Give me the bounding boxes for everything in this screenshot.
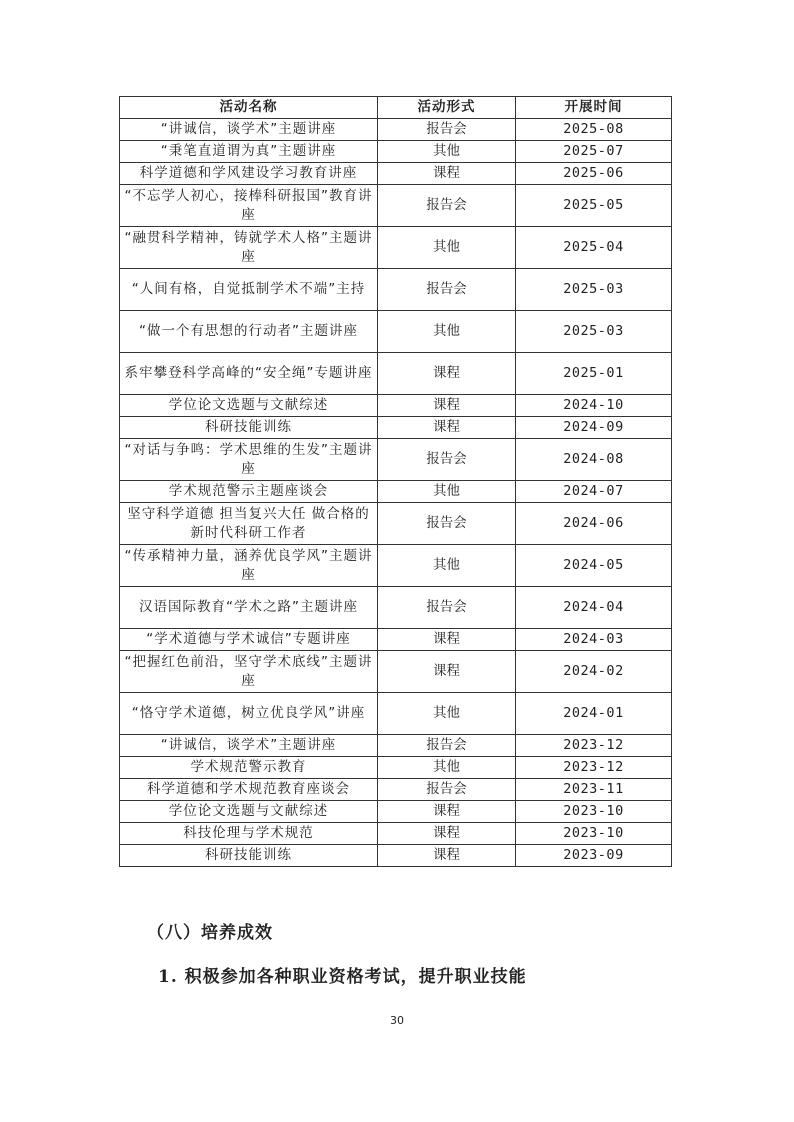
- activity-form-cell: 课程: [378, 651, 516, 693]
- activity-form-cell: 其他: [378, 311, 516, 353]
- table-row: [120, 587, 672, 629]
- table-header-row: [120, 97, 672, 119]
- activity-time-cell: 2024-06: [516, 503, 672, 545]
- activity-time-cell: 2025-06: [516, 163, 672, 185]
- activity-table: [119, 96, 672, 867]
- activity-form-cell: 课程: [378, 845, 516, 867]
- activity-name-cell: 学术规范警示教育: [120, 757, 378, 779]
- activity-time-cell: 2024-10: [516, 395, 672, 417]
- activity-name-cell: “做一个有思想的行动者”主题讲座: [120, 311, 378, 353]
- activity-name-cell: 科技伦理与学术规范: [120, 823, 378, 845]
- activity-time-cell: 2024-08: [516, 439, 672, 481]
- table-row: [120, 735, 672, 757]
- table-row: [120, 801, 672, 823]
- activity-name-cell: 学术规范警示主题座谈会: [120, 481, 378, 503]
- activity-form-cell: 报告会: [378, 185, 516, 227]
- activity-time-cell: 2025-08: [516, 119, 672, 141]
- activity-time-cell: 2025-07: [516, 141, 672, 163]
- activity-name-cell: “讲诚信，谈学术”主题讲座: [120, 735, 378, 757]
- activity-name-cell: “恪守学术道德，树立优良学风”讲座: [120, 693, 378, 735]
- activity-name-cell: “把握红色前沿，坚守学术底线”主题讲座: [120, 651, 378, 693]
- activity-time-cell: 2024-02: [516, 651, 672, 693]
- header-activity-name: 活动名称: [120, 97, 378, 119]
- activity-time-cell: 2024-09: [516, 417, 672, 439]
- activity-form-cell: 其他: [378, 141, 516, 163]
- activity-name-cell: 学位论文选题与文献综述: [120, 801, 378, 823]
- table-row: [120, 651, 672, 693]
- activity-name-cell: 科学道德和学术规范教育座谈会: [120, 779, 378, 801]
- activity-form-cell: 课程: [378, 163, 516, 185]
- table-row: [120, 481, 672, 503]
- section-heading: （八）培养成效: [147, 923, 273, 943]
- activity-form-cell: 课程: [378, 353, 516, 395]
- activity-form-cell: 课程: [378, 629, 516, 651]
- activity-time-cell: 2023-09: [516, 845, 672, 867]
- activity-time-cell: 2024-01: [516, 693, 672, 735]
- page-number: 30: [390, 1014, 404, 1027]
- activity-form-cell: 报告会: [378, 119, 516, 141]
- table-row: [120, 311, 672, 353]
- activity-form-cell: 报告会: [378, 439, 516, 481]
- table-row: [120, 845, 672, 867]
- table-row: [120, 227, 672, 269]
- table-row: [120, 269, 672, 311]
- activity-form-cell: 报告会: [378, 587, 516, 629]
- header-activity-form: 活动形式: [378, 97, 516, 119]
- activity-name-cell: “讲诚信，谈学术”主题讲座: [120, 119, 378, 141]
- activity-name-cell: 坚守科学道德 担当复兴大任 做合格的新时代科研工作者: [120, 503, 378, 545]
- activity-time-cell: 2024-05: [516, 545, 672, 587]
- activity-name-cell: “学术道德与学术诚信”专题讲座: [120, 629, 378, 651]
- table-row: [120, 503, 672, 545]
- activity-form-cell: 其他: [378, 757, 516, 779]
- table-row: [120, 693, 672, 735]
- activity-time-cell: 2025-03: [516, 269, 672, 311]
- table-row: [120, 119, 672, 141]
- table-row: [120, 629, 672, 651]
- table-row: [120, 163, 672, 185]
- activity-time-cell: 2025-05: [516, 185, 672, 227]
- table-row: [120, 439, 672, 481]
- activity-name-cell: 学位论文选题与文献综述: [120, 395, 378, 417]
- activity-time-cell: 2023-12: [516, 735, 672, 757]
- activity-time-cell: 2025-01: [516, 353, 672, 395]
- activity-time-cell: 2024-07: [516, 481, 672, 503]
- activity-name-cell: “融贯科学精神，铸就学术人格”主题讲座: [120, 227, 378, 269]
- activity-form-cell: 报告会: [378, 779, 516, 801]
- table-body: [120, 119, 672, 867]
- activity-time-cell: 2024-04: [516, 587, 672, 629]
- activity-form-cell: 其他: [378, 545, 516, 587]
- table-row: [120, 545, 672, 587]
- activity-time-cell: 2023-12: [516, 757, 672, 779]
- activity-name-cell: 汉语国际教育“学术之路”主题讲座: [120, 587, 378, 629]
- activity-form-cell: 其他: [378, 227, 516, 269]
- table-row: [120, 185, 672, 227]
- sub-heading: 1. 积极参加各种职业资格考试，提升职业技能: [158, 967, 527, 987]
- activity-name-cell: 科研技能训练: [120, 417, 378, 439]
- activity-time-cell: 2025-04: [516, 227, 672, 269]
- activity-time-cell: 2023-10: [516, 801, 672, 823]
- activity-form-cell: 报告会: [378, 503, 516, 545]
- activity-form-cell: 课程: [378, 417, 516, 439]
- table-row: [120, 779, 672, 801]
- table-row: [120, 823, 672, 845]
- table-row: [120, 353, 672, 395]
- activity-name-cell: “人间有格，自觉抵制学术不端”主持: [120, 269, 378, 311]
- header-activity-time: 开展时间: [516, 97, 672, 119]
- activity-name-cell: “对话与争鸣：学术思维的生发”主题讲座: [120, 439, 378, 481]
- activity-time-cell: 2024-03: [516, 629, 672, 651]
- activity-form-cell: 课程: [378, 801, 516, 823]
- activity-form-cell: 报告会: [378, 735, 516, 757]
- activity-time-cell: 2025-03: [516, 311, 672, 353]
- activity-name-cell: 科研技能训练: [120, 845, 378, 867]
- activity-form-cell: 其他: [378, 693, 516, 735]
- activity-time-cell: 2023-10: [516, 823, 672, 845]
- activity-form-cell: 课程: [378, 395, 516, 417]
- activity-form-cell: 其他: [378, 481, 516, 503]
- activity-name-cell: “不忘学人初心，接棒科研报国”教育讲座: [120, 185, 378, 227]
- activity-name-cell: 科学道德和学风建设学习教育讲座: [120, 163, 378, 185]
- table-row: [120, 757, 672, 779]
- activity-name-cell: “传承精神力量，涵养优良学风”主题讲座: [120, 545, 378, 587]
- activity-name-cell: 系牢攀登科学高峰的“安全绳”专题讲座: [120, 353, 378, 395]
- activity-form-cell: 报告会: [378, 269, 516, 311]
- table-row: [120, 141, 672, 163]
- table-row: [120, 395, 672, 417]
- activity-name-cell: “秉笔直道谓为真”主题讲座: [120, 141, 378, 163]
- activity-time-cell: 2023-11: [516, 779, 672, 801]
- activity-form-cell: 课程: [378, 823, 516, 845]
- table-row: [120, 417, 672, 439]
